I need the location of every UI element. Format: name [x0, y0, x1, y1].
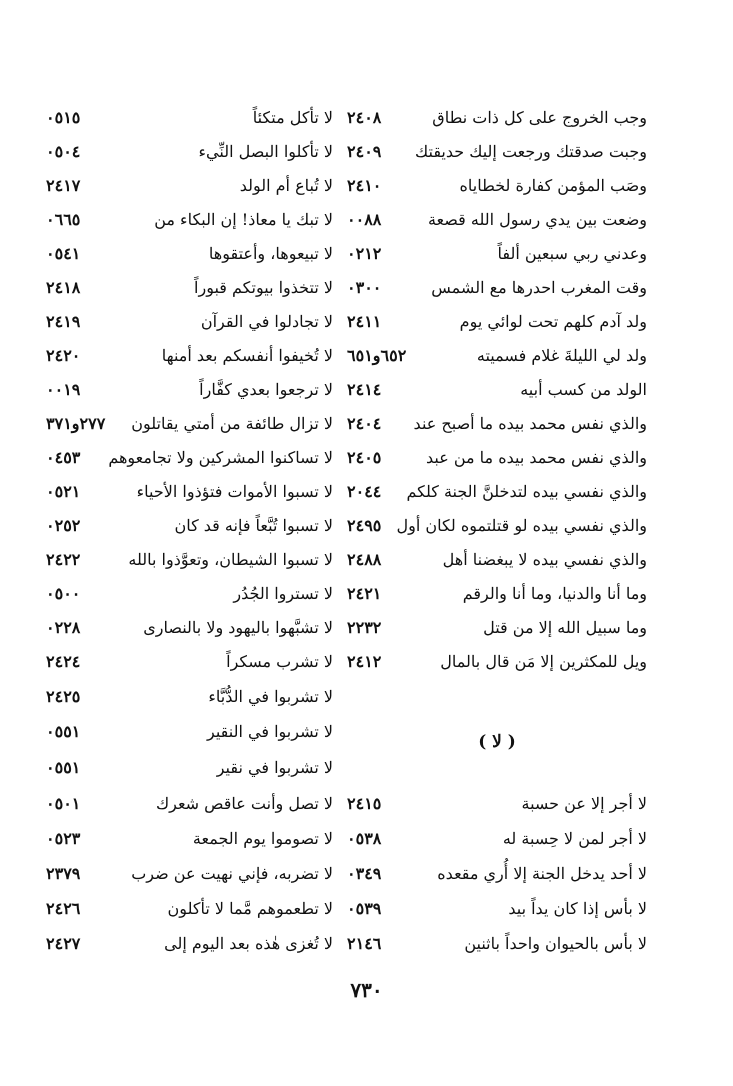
entry-text: لا أجر لمن لا حِسبة له: [502, 829, 647, 848]
index-entry: [46, 927, 333, 961]
entry-text: لا تشبَّهوا باليهود ولا بالنصارى: [143, 618, 333, 637]
entry-text: لا تضربه، فإني نهيت عن ضرب: [131, 864, 333, 883]
entry-text: ولد لي الليلةَ غلام فسميته: [476, 346, 647, 365]
index-entry: [347, 237, 647, 271]
entry-number: ٢١٤٦: [347, 934, 382, 953]
page-number: ٧٣٠: [350, 978, 383, 1002]
entry-number: ٢٤٠٩: [347, 142, 382, 161]
index-entry: [347, 927, 647, 961]
index-entry: [46, 203, 333, 237]
entry-text: لا بأس بالحيوان واحداً باثنين: [464, 934, 647, 953]
entry-text: والذي نفسي بيده لو قتلتموه لكان أول: [396, 516, 647, 535]
entry-number: ٠٥٣٨: [347, 829, 382, 848]
entry-text: وضعت بين يدي رسول الله قصعة: [427, 210, 647, 229]
entry-number: ٠٣٤٩: [347, 864, 382, 883]
index-entry: [46, 441, 333, 475]
entry-text: ويل للمكثرين إلا مَن قال بالمال: [440, 652, 647, 671]
entry-number: ٢٤٢٧: [46, 934, 81, 953]
entry-number: ٠٢١٢: [347, 244, 382, 263]
entry-number: ٢٤١١: [347, 312, 382, 331]
entry-text: لا أجر إلا عن حسبة: [521, 794, 647, 813]
entry-number: ٠٠٨٨: [347, 210, 382, 229]
index-entry: [347, 857, 647, 891]
entry-number: ٢٤٠٤: [347, 414, 382, 433]
index-entry: [46, 857, 333, 891]
entry-number: ٠٥٣٩: [347, 899, 382, 918]
index-entry: [46, 305, 333, 339]
index-entry: [46, 787, 333, 821]
entry-number: ٢٤٢٠: [46, 346, 81, 365]
entry-text: لا بأس إذا كان يداً بيد: [508, 899, 647, 918]
index-entry: [46, 822, 333, 856]
entry-text: لا تشربوا في نقير: [216, 758, 333, 777]
entry-number: ٠٥١٥: [46, 108, 81, 127]
index-entry: [347, 203, 647, 237]
entry-number: ٠٤٥٣: [46, 448, 81, 467]
entry-number: ٠٥٠٤: [46, 142, 81, 161]
entry-number: ٢٠٤٤: [347, 482, 382, 501]
entry-number: ٠٥٢٣: [46, 829, 81, 848]
entry-text: لا تزال طائفة من أمتي يقاتلون: [131, 414, 333, 433]
index-entry: [46, 892, 333, 926]
entry-text: لا ترجعوا بعدي كفَّاراً: [199, 380, 333, 399]
index-entry: [347, 305, 647, 339]
entry-number: ٢٤٢١: [347, 584, 382, 603]
index-entry: [347, 441, 647, 475]
entry-number: ٠٥٥١: [46, 722, 81, 741]
entry-text: وما سبيل الله إلا من قتل: [483, 618, 647, 637]
index-entry: [46, 373, 333, 407]
entry-text: لا تشرب مسكراً: [226, 652, 333, 671]
entry-text: لا تستروا الجُدُر: [233, 584, 333, 603]
index-entry: [347, 509, 647, 543]
entry-number: ٠٥٠٠: [46, 584, 81, 603]
entry-number: ٢٤١٠: [347, 176, 382, 195]
entry-text: لا تسبوا تُبَّعاً فإنه قد كان: [174, 516, 333, 535]
entry-text: لا تشربوا في النقير: [207, 722, 333, 741]
entry-text: والذي نفسي بيده لا يبغضنا أهل: [442, 550, 647, 569]
entry-number: ٢٧٧و٣٧١: [46, 414, 106, 433]
entry-number: ٢٤١٥: [347, 794, 382, 813]
index-entry: [347, 822, 647, 856]
index-entry: [46, 611, 333, 645]
index-entry: [347, 407, 647, 441]
index-entry: [347, 787, 647, 821]
entry-number: ٢٤٢٦: [46, 899, 81, 918]
entry-number: ٠٥٠١: [46, 794, 81, 813]
entry-text: لا تبك يا معاذ! إن البكاء من: [154, 210, 333, 229]
entry-text: الولد من كسب أبيه: [520, 380, 647, 399]
entry-number: ٢٤٢٥: [46, 687, 81, 706]
entry-number: ٢٤٢٢: [46, 550, 81, 569]
entry-text: والذي نفسي بيده لتدخلنَّ الجنة كلكم: [406, 482, 647, 501]
index-entry: [347, 271, 647, 305]
entry-number: ٢٤٢٤: [46, 652, 81, 671]
entry-number: ٠٠١٩: [46, 380, 81, 399]
index-entry: [46, 407, 333, 441]
index-entry: [347, 373, 647, 407]
index-entry: [46, 715, 333, 749]
entry-text: لا تساكنوا المشركين ولا تجامعوهم: [108, 448, 333, 467]
entry-number: ٢٣٧٩: [46, 864, 81, 883]
entry-number: ٠٥٤١: [46, 244, 81, 263]
entry-number: ٠٥٥١: [46, 758, 81, 777]
section-heading: ( لا ): [478, 732, 516, 752]
entry-text: لا تشربوا في الدُّبَّاء: [208, 687, 333, 706]
index-entry: [46, 475, 333, 509]
index-entry: [46, 577, 333, 611]
index-entry: [46, 751, 333, 785]
entry-number: ٢٢٣٢: [347, 618, 382, 637]
index-entry: [347, 543, 647, 577]
entry-text: وجبت صدقتك ورجعت إليك حديقتك: [415, 142, 647, 161]
entry-number: ٢٤٠٥: [347, 448, 382, 467]
index-entry: [46, 645, 333, 679]
entry-number: ٠٢٥٢: [46, 516, 81, 535]
index-entry: [347, 611, 647, 645]
entry-text: لا تصل وأنت عاقص شعرك: [155, 794, 333, 813]
entry-number: ٢٤١٤: [347, 380, 382, 399]
index-entry: [347, 135, 647, 169]
entry-text: لا تصوموا يوم الجمعة: [192, 829, 333, 848]
entry-number: ٠٣٠٠: [347, 278, 382, 297]
index-entry: [46, 169, 333, 203]
entry-text: والذي نفس محمد بيده ما أصبح عند: [413, 414, 647, 433]
index-entry: [46, 509, 333, 543]
entry-number: ٠٦٦٥: [46, 210, 81, 229]
index-entry: [46, 135, 333, 169]
entry-text: لا تأكل متكئاً: [252, 108, 333, 127]
entry-text: وما أنا والدنيا، وما أنا والرقم: [462, 584, 647, 603]
entry-text: لا تُغزى هٰذه بعد اليوم إلى: [164, 934, 333, 953]
index-entry: [46, 101, 333, 135]
entry-text: لا تسبوا الشيطان، وتعوَّذوا بالله: [128, 550, 333, 569]
entry-number: ٢٤٨٨: [347, 550, 382, 569]
entry-number: ٢٤١٢: [347, 652, 382, 671]
entry-text: وجب الخروج على كل ذات نطاق: [432, 108, 647, 127]
entry-text: لا أحد يدخل الجنة إلا أُري مقعده: [437, 864, 647, 883]
entry-text: لا تتخذوا بيوتكم قبوراً: [194, 278, 333, 297]
entry-number: ٢٤٠٨: [347, 108, 382, 127]
entry-text: ولد آدم كلهم تحت لوائي يوم: [459, 312, 647, 331]
entry-number: ٢٤١٨: [46, 278, 81, 297]
entry-number: ٦٥٢و٦٥١: [347, 346, 407, 365]
index-entry: [46, 339, 333, 373]
index-entry: [46, 543, 333, 577]
index-entry: [347, 892, 647, 926]
entry-text: وصَب المؤمن كفارة لخطاياه: [459, 176, 647, 195]
entry-number: ٢٤١٩: [46, 312, 81, 331]
entry-text: والذي نفس محمد بيده ما من عبد: [425, 448, 647, 467]
entry-number: ٢٤٩٥: [347, 516, 382, 535]
entry-text: لا تسبوا الأموات فتؤذوا الأحياء: [136, 482, 333, 501]
index-entry: [347, 339, 647, 373]
entry-number: ٢٤١٧: [46, 176, 81, 195]
entry-number: ٠٢٢٨: [46, 618, 81, 637]
entry-text: لا تُخيفوا أنفسكم بعد أمنها: [161, 346, 333, 365]
entry-text: لا تطعموهم مَّما لا تأكلون: [167, 899, 333, 918]
entry-text: وقت المغرب احدرها مع الشمس: [431, 278, 647, 297]
entry-text: لا تجادلوا في القرآن: [200, 312, 333, 331]
index-entry: [347, 577, 647, 611]
entry-text: لا تأكلوا البصل النِّيء: [198, 142, 333, 161]
index-entry: [347, 101, 647, 135]
index-entry: [46, 237, 333, 271]
index-entry: [46, 271, 333, 305]
entry-text: لا تبيعوها، وأعتقوها: [208, 244, 333, 263]
index-entry: [46, 680, 333, 714]
entry-text: وعدني ربي سبعين ألفاً: [497, 244, 647, 263]
index-entry: [347, 645, 647, 679]
entry-text: لا تُباع أم الولد: [239, 176, 333, 195]
entry-number: ٠٥٢١: [46, 482, 81, 501]
index-entry: [347, 475, 647, 509]
index-entry: [347, 169, 647, 203]
